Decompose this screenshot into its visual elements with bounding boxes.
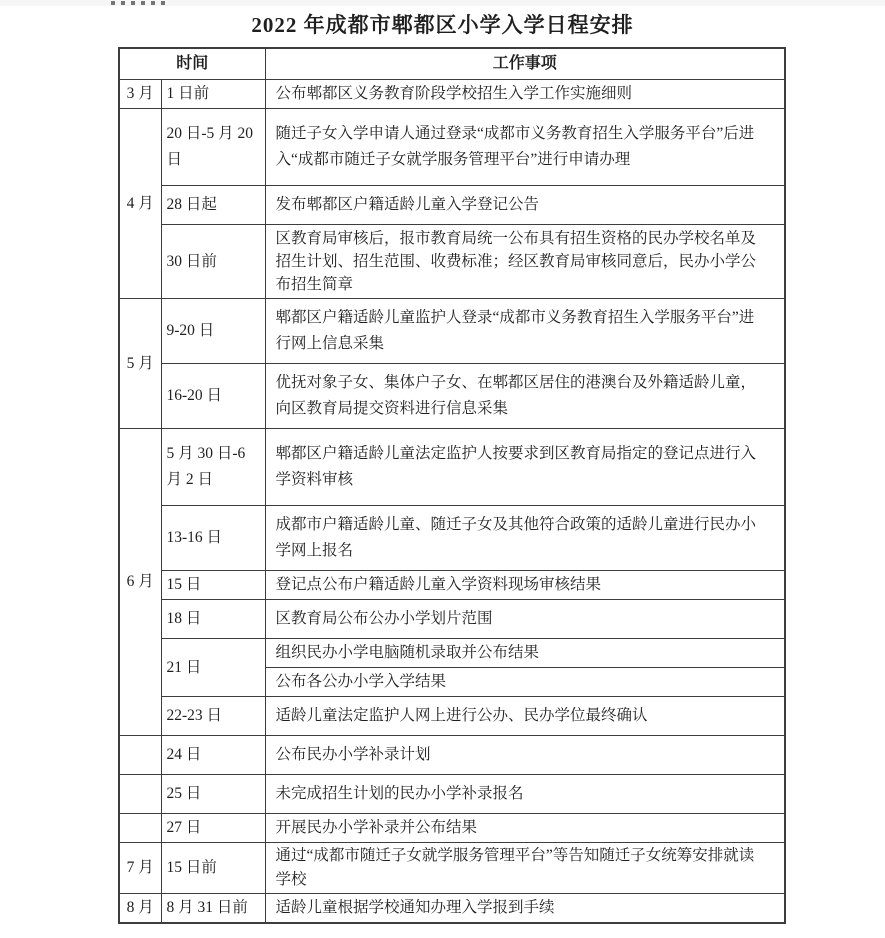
clipped-text-fragment <box>111 1 165 5</box>
work-item-cell: 成都市户籍适龄儿童、随迁子女及其他符合政策的适龄儿童进行民办小学网上报名 <box>265 506 785 571</box>
month-cell: 4 月 <box>119 109 161 299</box>
work-item-cell: 公布各公办小学入学结果 <box>265 668 785 697</box>
table-row <box>119 600 785 639</box>
month-cell: 3 月 <box>119 80 161 109</box>
time-cell: 13-16 日 <box>161 506 265 571</box>
work-item-cell: 发布郫都区户籍适龄儿童入学登记公告 <box>265 186 785 225</box>
time-cell: 22-23 日 <box>161 697 265 736</box>
time-cell: 30 日前 <box>161 225 265 299</box>
work-item-cell: 登记点公布户籍适龄儿童入学资料现场审核结果 <box>265 571 785 600</box>
month-cell <box>119 814 161 843</box>
work-item-cell: 适龄儿童法定监护人网上进行公办、民办学位最终确认 <box>265 697 785 736</box>
work-item-cell: 通过“成都市随迁子女就学服务管理平台”等告知随迁子女统筹安排就读学校 <box>265 843 785 894</box>
time-cell: 20 日-5 月 20 日 <box>161 109 265 186</box>
header-task: 工作事项 <box>265 48 785 80</box>
header-row <box>119 48 785 80</box>
table-row <box>119 814 785 843</box>
table-row <box>119 571 785 600</box>
month-cell: 7 月 <box>119 843 161 894</box>
month-cell: 8 月 <box>119 894 161 924</box>
work-item-cell: 开展民办小学补录并公布结果 <box>265 814 785 843</box>
table-row <box>119 364 785 429</box>
table-row <box>119 225 785 299</box>
time-cell: 24 日 <box>161 736 265 775</box>
table-row <box>119 736 785 775</box>
work-item-cell: 随迁子女入学申请人通过登录“成都市义务教育招生入学服务平台”后进入“成都市随迁子女就学服务管理平台”进行申请办理 <box>265 109 785 186</box>
table-row <box>119 109 785 186</box>
work-item-cell: 公布郫都区义务教育阶段学校招生入学工作实施细则 <box>265 80 785 109</box>
table-row <box>119 639 785 668</box>
time-cell: 15 日 <box>161 571 265 600</box>
table-header <box>119 48 785 80</box>
enrollment-schedule-table <box>118 47 786 924</box>
time-cell: 8 月 31 日前 <box>161 894 265 924</box>
table-row <box>119 429 785 506</box>
table-row <box>119 775 785 814</box>
table-row <box>119 843 785 894</box>
time-cell: 16-20 日 <box>161 364 265 429</box>
work-item-cell: 未完成招生计划的民办小学补录报名 <box>265 775 785 814</box>
time-cell: 15 日前 <box>161 843 265 894</box>
time-cell: 27 日 <box>161 814 265 843</box>
time-cell: 9-20 日 <box>161 299 265 364</box>
work-item-cell: 适龄儿童根据学校通知办理入学报到手续 <box>265 894 785 924</box>
work-item-cell: 优抚对象子女、集体户子女、在郫都区居住的港澳台及外籍适龄儿童，向区教育局提交资料进行信息采集 <box>265 364 785 429</box>
table-row <box>119 186 785 225</box>
month-cell <box>119 775 161 814</box>
time-cell: 5 月 30 日-6 月 2 日 <box>161 429 265 506</box>
month-cell <box>119 736 161 775</box>
table-body <box>119 80 785 924</box>
table-row <box>119 80 785 109</box>
work-item-cell: 区教育局审核后，报市教育局统一公布具有招生资格的民办学校名单及招生计划、招生范围、收费标准；经区教育局审核同意后，民办小学公布招生简章 <box>265 225 785 299</box>
header-time: 时间 <box>119 48 265 80</box>
table-row <box>119 506 785 571</box>
time-cell: 21 日 <box>161 639 265 697</box>
work-item-cell: 组织民办小学电脑随机录取并公布结果 <box>265 639 785 668</box>
time-cell: 25 日 <box>161 775 265 814</box>
work-item-cell: 郫都区户籍适龄儿童监护人登录“成都市义务教育招生入学服务平台”进行网上信息采集 <box>265 299 785 364</box>
work-item-cell: 郫都区户籍适龄儿童法定监护人按要求到区教育局指定的登记点进行入学资料审核 <box>265 429 785 506</box>
page-top-strip <box>0 0 885 6</box>
table-row <box>119 299 785 364</box>
time-cell: 1 日前 <box>161 80 265 109</box>
time-cell: 18 日 <box>161 600 265 639</box>
table-row <box>119 697 785 736</box>
work-item-cell: 公布民办小学补录计划 <box>265 736 785 775</box>
time-cell: 28 日起 <box>161 186 265 225</box>
table-row <box>119 894 785 924</box>
month-cell: 6 月 <box>119 429 161 736</box>
work-item-cell: 区教育局公布公办小学划片范围 <box>265 600 785 639</box>
document-title: 2022 年成都市郫都区小学入学日程安排 <box>251 13 634 37</box>
month-cell: 5 月 <box>119 299 161 429</box>
